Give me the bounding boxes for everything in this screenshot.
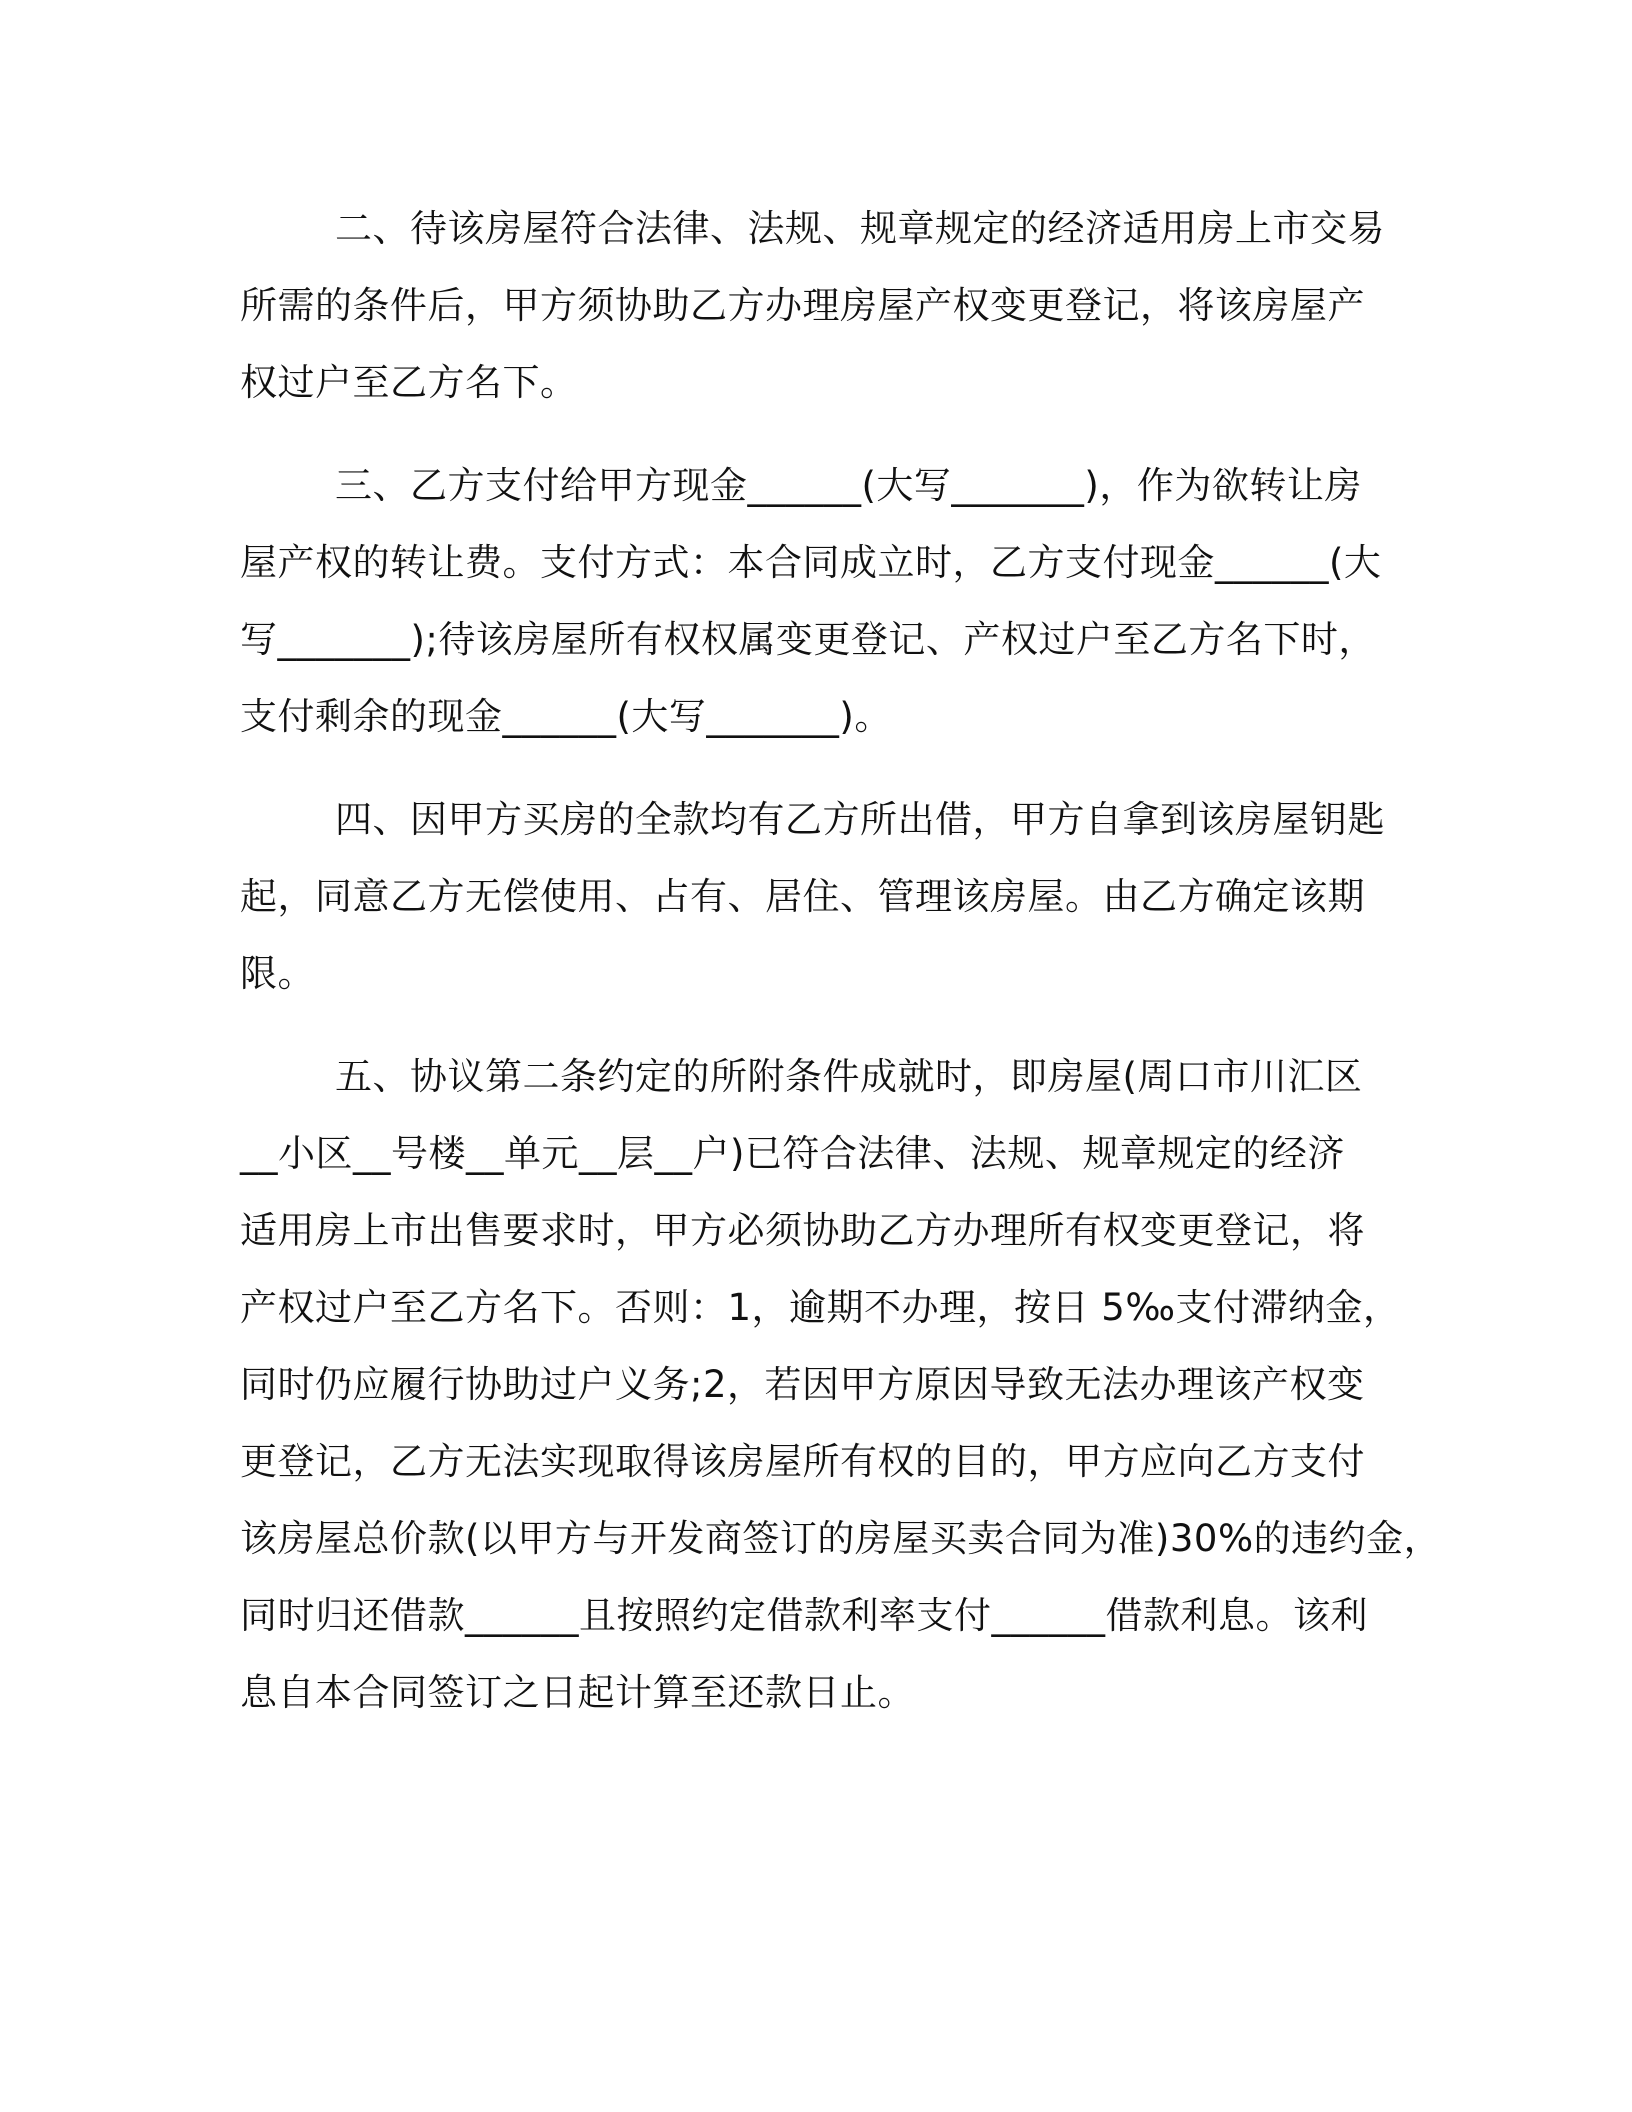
clause-line: 适用房上市出售要求时，甲方必须协助乙方办理所有权变更登记，将 [240,1209,1365,1252]
clause-line: 产权过户至乙方名下。否则：1，逾期不办理，按日 5‰支付滞纳金， [240,1286,1401,1329]
clause-5 [240,1038,1442,1731]
clause-line: 支付剩余的现金______(大写_______)。 [240,695,892,738]
clause-4 [240,781,1420,1012]
clause-line: 限。 [240,952,315,995]
clause-line: __小区__号楼__单元__层__户)已符合法律、法规、规章规定的经济 [240,1132,1345,1175]
clause-2 [240,190,1420,421]
clause-line: 五、协议第二条约定的所附条件成就时，即房屋(周口市川汇区 [335,1055,1363,1098]
clause-line: 息自本合同签订之日起计算至还款日止。 [240,1671,915,1714]
clause-line: 同时仍应履行协助过户义务;2，若因甲方原因导致无法办理该产权变 [240,1363,1365,1406]
clause-line: 四、因甲方买房的全款均有乙方所出借，甲方自拿到该房屋钥匙 [335,798,1385,841]
clause-line: 二、待该房屋符合法律、法规、规章规定的经济适用房上市交易 [335,207,1385,250]
clause-line: 三、乙方支付给甲方现金______(大写_______)，作为欲转让房 [335,464,1362,507]
clause-line: 同时归还借款______且按照约定借款利率支付______借款利息。该利 [240,1594,1368,1637]
clause-line: 起，同意乙方无偿使用、占有、居住、管理该房屋。由乙方确定该期 [240,875,1365,918]
clause-line: 权过户至乙方名下。 [240,361,578,404]
clause-line: 该房屋总价款(以甲方与开发商签订的房屋买卖合同为准)30%的违约金， [240,1517,1442,1560]
clause-line: 屋产权的转让费。支付方式：本合同成立时，乙方支付现金______(大 [240,541,1382,584]
document-body [240,190,1442,1757]
clause-line: 所需的条件后，甲方须协助乙方办理房屋产权变更登记，将该房屋产 [240,284,1365,327]
clause-3 [240,447,1420,755]
clause-line: 更登记，乙方无法实现取得该房屋所有权的目的，甲方应向乙方支付 [240,1440,1365,1483]
clause-line: 写_______);待该房屋所有权权属变更登记、产权过户至乙方名下时， [240,618,1376,661]
